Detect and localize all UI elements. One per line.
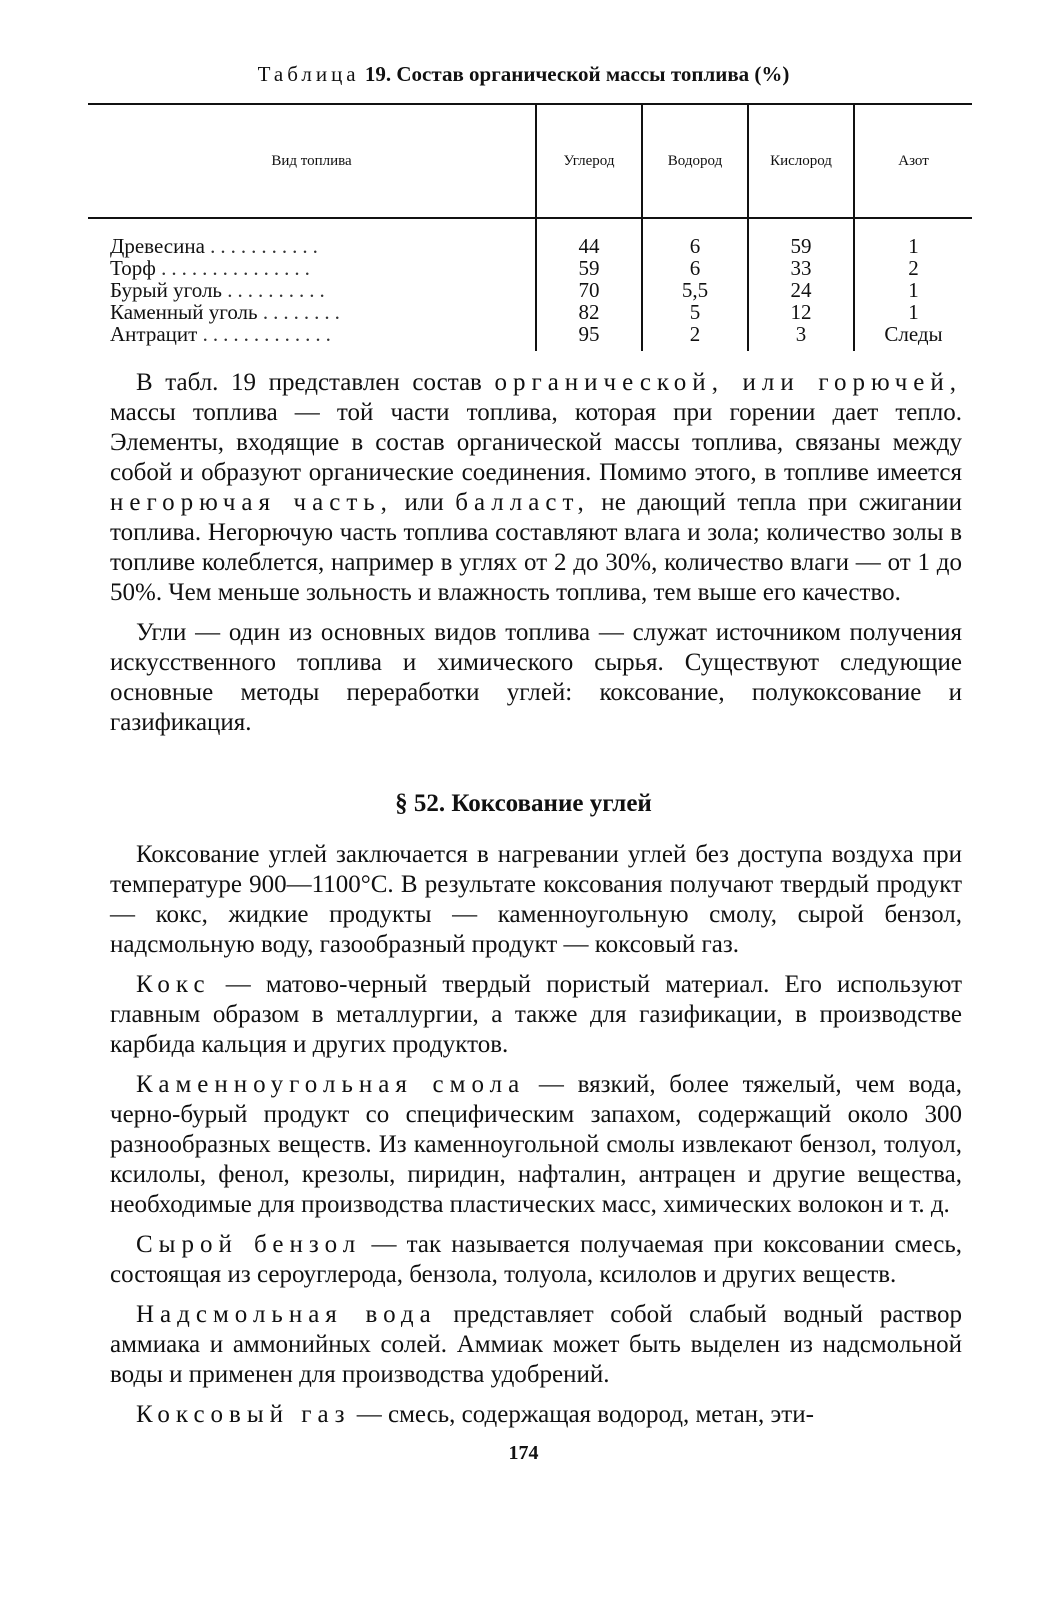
cell-carbon: 70 [536,279,642,301]
cell-carbon: 44 [536,218,642,257]
row-fuel-name: Антрацит ............. [110,322,336,346]
row-fuel-name: Бурый уголь .......... [110,278,330,302]
row-fuel-name: Торф ............... [110,256,315,280]
table-row [88,279,972,301]
intro-text [110,368,962,748]
cell-hydrogen: 5 [642,301,748,323]
cell-carbon: 59 [536,257,642,279]
cell-nitrogen: 1 [854,279,972,301]
row-fuel-name: Древесина ........... [110,234,323,258]
paragraph-crude-benzene: Сырой бензол — так называется получаемая при коксовании смесь, состоящая из сероуглерода, бензола, толуола, ксилолов и других веществ. [110,1231,963,1288]
paragraph-coke: Кокс — матово-черный твердый пористый материал. Его используют главным образом в металлургии, а также для газификации, в производстве карбида кальция и других продуктов. [110,971,962,1058]
header-fuel-type: Вид топлива [88,104,536,218]
section-text [110,840,962,1440]
table-row [88,323,972,351]
cell-hydrogen: 6 [642,218,748,257]
header-hydrogen: Водород [642,104,748,218]
paragraph-tar-water: Надсмольная вода представляет собой слабый водный раствор аммиака и аммонийных солей. Аммиак может быть выделен из надсмольной воды и применен для производства удобрений. [110,1301,962,1388]
paragraph-coke-gas: Коксовый газ — смесь, содержащая водород, метан, эти- [136,1401,814,1428]
paragraph-coking: Коксование углей заключается в нагревании углей без доступа воздуха при температуре 900—1100°С. В результате коксования получают твердый продукт — кокс, жидкие продукты — каменноугольную смолу, сырой бензол, надсмольную воду, газообразный продукт — коксовый газ. [110,841,962,958]
cell-hydrogen: 5,5 [642,279,748,301]
header-carbon: Углерод [536,104,642,218]
cell-nitrogen: 1 [854,218,972,257]
table-header-row [88,104,972,218]
table-caption-label: Таблица [257,62,360,86]
cell-nitrogen: 1 [854,301,972,323]
cell-oxygen: 33 [748,257,854,279]
cell-oxygen: 3 [748,323,854,351]
cell-nitrogen: 2 [854,257,972,279]
paragraph-coal-tar: Каменноугольная смола — вязкий, более тяжелый, чем вода, черно-бурый продукт со специфическим запахом, содержащий около 300 разнообразных веществ. Из каменноугольной смолы извлекают бензол, толуол, ксилолы, фенол, крезолы, пиридин, нафталин, антрацен и другие вещества, необходимые для производства пластических масс, химических волокон и т. д. [110,1071,962,1218]
table-row [88,301,972,323]
cell-hydrogen: 2 [642,323,748,351]
cell-hydrogen: 6 [642,257,748,279]
fuel-composition-table [88,103,972,351]
table-caption-text: 19. Состав органической массы топлива (%) [364,62,790,86]
paragraph-composition: В табл. 19 представлен состав органической, или горючей, массы топлива — той части топлива, которая при горении дает тепло. Элементы, входящие в состав органической массы топлива, связаны между собой и образуют органические соединения. Помимо этого, в топливе имеется негорючая часть, или балласт, не дающий тепла при сжигании топлива. Негорючую часть топлива составляют влага и зола; количество золы в топливе колеблется, например в углях от 2 до 30%, количество влаги — от 1 до 50%. Чем меньше зольность и влажность топлива, тем выше его качество. [110,369,963,606]
cell-oxygen: 12 [748,301,854,323]
section-heading: § 52. Коксование углей [395,790,652,817]
table-row [88,218,972,257]
cell-carbon: 82 [536,301,642,323]
page-number: 174 [508,1442,539,1464]
cell-nitrogen: Следы [854,323,972,351]
cell-carbon: 95 [536,323,642,351]
table-caption [0,62,1047,87]
cell-oxygen: 24 [748,279,854,301]
header-oxygen: Кислород [748,104,854,218]
cell-oxygen: 59 [748,218,854,257]
header-nitrogen: Азот [854,104,972,218]
row-fuel-name: Каменный уголь ........ [110,300,345,324]
table-row [88,257,972,279]
paragraph-coal-processing: Угли — один из основных видов топлива — служат источником получения искусственного топлива и химического сырья. Существуют следующие основные методы переработки углей: коксование, полукоксование и газификация. [110,619,962,736]
